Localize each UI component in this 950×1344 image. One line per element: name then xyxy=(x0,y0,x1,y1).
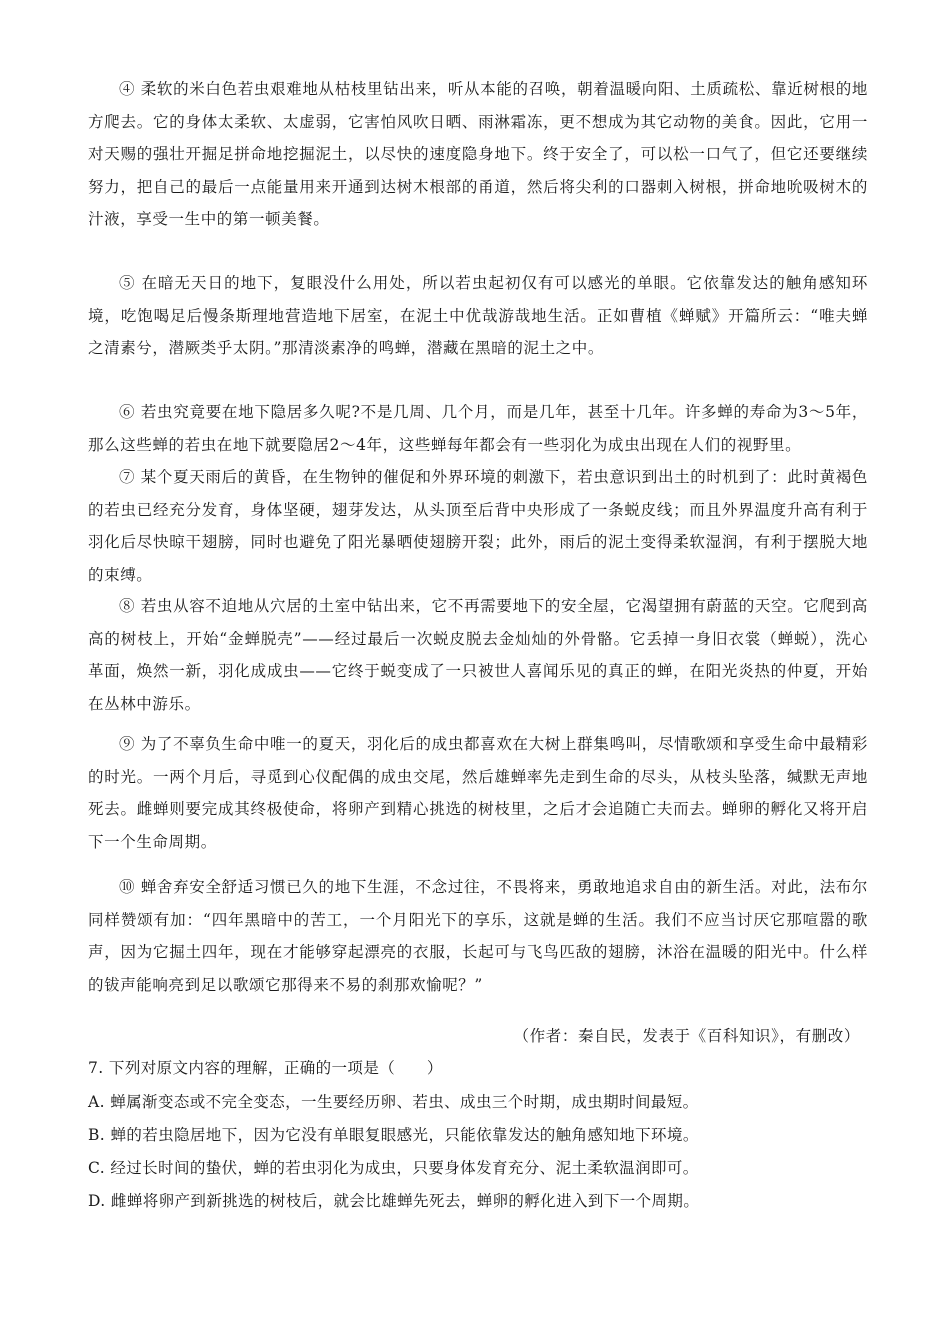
option-b: B. 蝉的若虫隐居地下，因为它没有单眼复眼感光，只能依靠发达的触角感知地下环境。 xyxy=(88,1126,699,1144)
option-a: A. 蝉属渐变态或不完全变态，一生要经历卵、若虫、成虫三个时期，成虫期时间最短。 xyxy=(88,1093,699,1111)
paragraph-8: ⑧ 若虫从容不迫地从穴居的土室中钻出来，它不再需要地下的安全屋，它渴望拥有蔚蓝的天空。它爬到高高的树枝上，开始“金蝉脱壳”——经过最后一次蜕皮脱去金灿灿的外骨骼。它丢掉一身旧衣裳（蝉蜕），洗心革面，焕然一新，羽化成成虫——它终于蜕变成了一只被世人喜闻乐见的真正的蝉，在阳光炎热的仲夏，开始在丛林中游乐。 xyxy=(88,597,868,713)
option-c: C. 经过长时间的蛰伏，蝉的若虫羽化为成虫，只要身体发育充分、泥土柔软温润即可。 xyxy=(88,1159,699,1177)
paragraph-5: ⑤ 在暗无天日的地下，复眼没什么用处，所以若虫起初仅有可以感光的单眼。它依靠发达的触角感知环境，吃饱喝足后慢条斯理地营造地下居室，在泥土中优哉游哉地生活。正如曹植《蝉赋》开篇所云：“唯夫蝉之清素兮，潜厥类乎太阴。”那清淡素净的鸣蝉，潜藏在黑暗的泥土之中。 xyxy=(88,274,868,358)
paragraph-6: ⑥ 若虫究竟要在地下隐居多久呢?不是几周、几个月，而是几年，甚至十几年。许多蝉的寿命为3～5年，那么这些蝉的若虫在地下就要隐居2～4年，这些蝉每年都会有一些羽化为成虫出现在人们的视野里。 xyxy=(88,403,868,454)
paragraph-7: ⑦ 某个夏天雨后的黄昏，在生物钟的催促和外界环境的刺激下，若虫意识到出土的时机到了：此时黄褐色的若虫已经充分发育，身体坚硬，翅芽发达，从头顶至后背中央形成了一条蜕皮线；而且外界温度升高有利于羽化后尽快晾干翅膀，同时也避免了阳光暴晒使翅膀开裂；此外，雨后的泥土变得柔软湿润，有利于摆脱大地的束缚。 xyxy=(88,468,868,584)
question-stem: 7. 下列对原文内容的理解，正确的一项是（ ） xyxy=(88,1059,443,1077)
option-d: D. 雌蝉将卵产到新挑选的树枝后，就会比雄蝉先死去，蝉卵的孵化进入到下一个周期。 xyxy=(88,1192,700,1210)
article-attribution: （作者：秦自民，发表于《百科知识》，有删改） xyxy=(513,1027,860,1045)
paragraph-10: ⑩ 蝉舍弃安全舒适习惯已久的地下生涯，不念过往，不畏将来，勇敢地追求自由的新生活。对此，法布尔同样赞颂有加：“四年黑暗中的苦工，一个月阳光下的享乐，这就是蝉的生活。我们不应当讨厌它那喧嚣的歌声，因为它掘土四年，现在才能够穿起漂亮的衣服，长起可与飞鸟匹敌的翅膀，沐浴在温暖的阳光中。什么样的钹声能响亮到足以歌颂它那得来不易的刹那欢愉呢？” xyxy=(88,878,868,994)
paragraph-4: ④ 柔软的米白色若虫艰难地从枯枝里钻出来，听从本能的召唤，朝着温暖向阳、土质疏松、靠近树根的地方爬去。它的身体太柔软、太虚弱，它害怕风吹日晒、雨淋霜冻，更不想成为其它动物的美食。因此，它用一对天赐的强壮开掘足拼命地挖掘泥土，以尽快的速度隐身地下。终于安全了，可以松一口气了，但它还要继续努力，把自己的最后一点能量用来开通到达树木根部的甬道，然后将尖利的口器刺入树根，拼命地吮吸树木的汁液，享受一生中的第一顿美餐。 xyxy=(88,80,868,229)
paragraph-9: ⑨ 为了不辜负生命中唯一的夏天，羽化后的成虫都喜欢在大树上群集鸣叫，尽情歌颂和享受生命中最精彩的时光。一两个月后，寻觅到心仪配偶的成虫交尾，然后雄蝉率先走到生命的尽头，从枝头坠落，缄默无声地死去。雌蝉则要完成其终极使命，将卵产到精心挑选的树枝里，之后才会追随亡夫而去。蝉卵的孵化又将开启下一个生命周期。 xyxy=(88,735,868,851)
